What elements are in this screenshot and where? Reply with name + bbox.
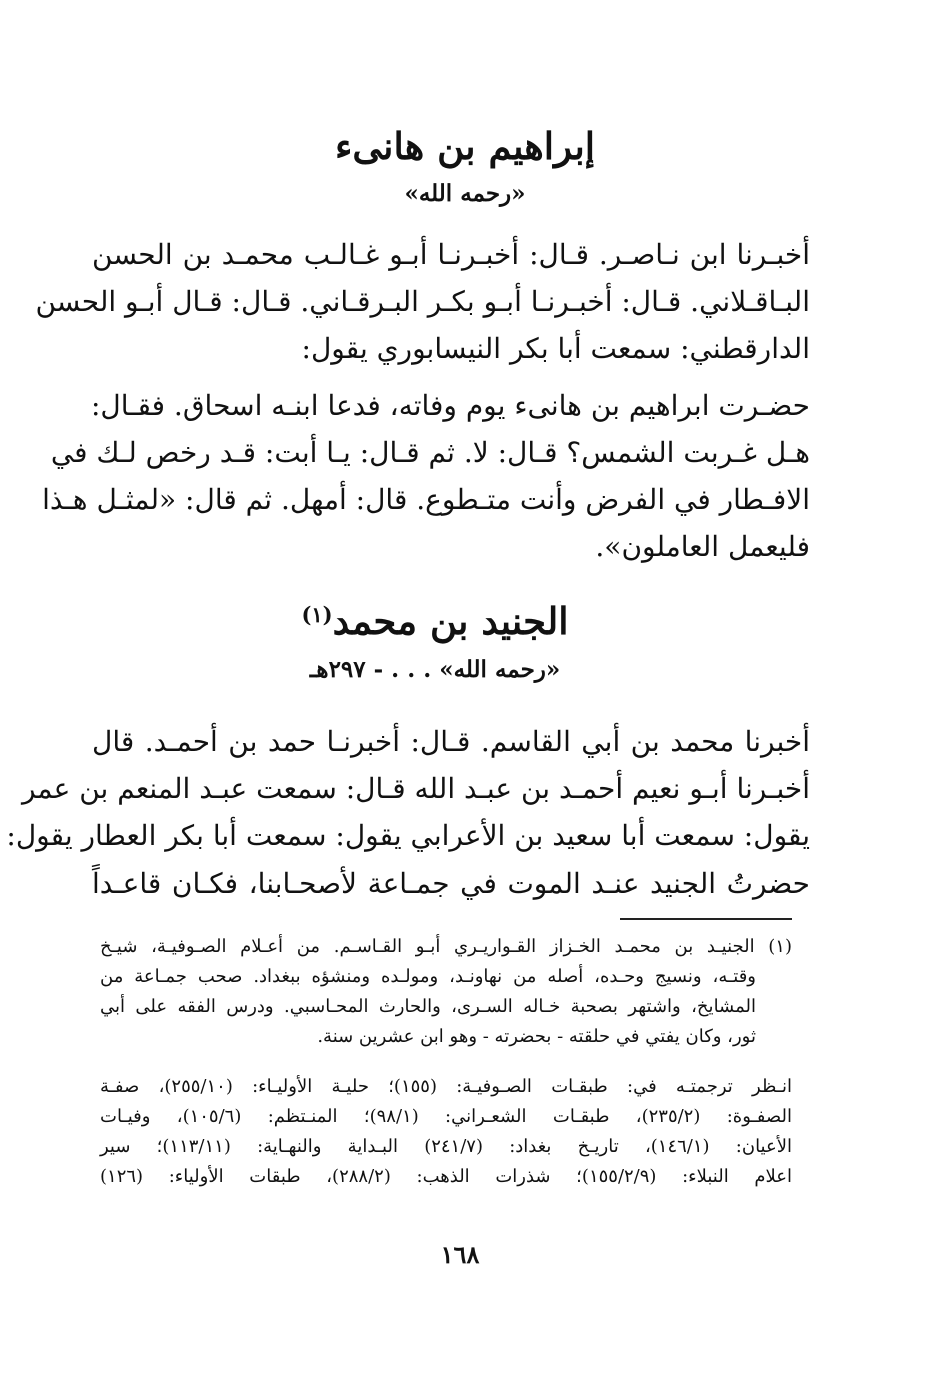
section-title-junayd [200, 597, 670, 645]
text-line: أخبـرنا ابن نـاصـر. قـال: أخبـرنـا أبـو غـالـب محمـد بن الحسن [92, 238, 810, 271]
section-subtitle-junayd: «رحمه الله» . . . - ٢٩٧هـ [309, 656, 561, 683]
footnote-line: وقتـه، ونسيج وحـده، أصله من نهاونـد، ومولـده ومنشؤه ببغداد. صحب جمـاعة من [100, 966, 756, 987]
paragraph-narration-ibrahim [42, 382, 810, 570]
footnote-reference: (١) [301, 602, 333, 627]
text-line: فليعمل العاملون». [595, 530, 810, 563]
footnote-line: الصفـوة: (٢٣٥/٢)، طبقـات الشعـراني: (٩٨/١)؛ المنـتظم: (١٠٥/٦)، وفيـات [100, 1106, 792, 1127]
footnote-line: اعلام النبلاء: (١٥٥/٢/٩)؛ شذرات الذهب: (٢٨٨/٢)، طبقات الأولياء: (١٢٦) [100, 1166, 793, 1187]
footnote-divider [620, 918, 792, 920]
footnote-line: ثور، وكان يفتي في حلقته - بحضرته - وهو ابن عشرين سنة. [317, 1026, 756, 1047]
text-line: البـاقـلاني. قـال: أخبـرنـا أبـو بكـر البـرقـاني. قـال: قـال أبـو الحسن [35, 285, 810, 318]
text-line: الدارقطني: سمعت أبا بكر النيسابوري يقول: [301, 332, 810, 365]
text-line: الافـطار في الفرض وأنت متـطوع. قال: أمهل. ثم قال: «لمثـل هـذا [42, 483, 810, 516]
paragraph-isnad-ibrahim [35, 231, 810, 372]
page-number: ١٦٨ [440, 1240, 480, 1269]
footnote-biography [100, 932, 792, 1052]
section-title-ibrahim: إبراهيم بن هانىء [334, 124, 596, 168]
section-subtitle-ibrahim: «رحمه الله» [404, 180, 526, 207]
text-line: أخبـرنا أبـو نعيم أحمـد بن عبـد الله قـال: سمعت عبـد المنعم بن عمر [21, 772, 810, 805]
paragraph-isnad-junayd [6, 718, 810, 859]
text-line: حضـرت ابراهيم بن هانىء يوم وفاته، فدعا ابنـه اسحاق. فقـال: [90, 389, 810, 422]
footnote-line: الأعيان: (١٤٦/١)، تاريـخ بغداد: (٢٤١/٧) البـداية والنهـاية: (١١٣/١١)؛ سير [100, 1136, 792, 1157]
paragraph-narration-junayd [92, 860, 810, 907]
text-line: هـل غـربت الشمس؟ قـال: لا. ثم قـال: يـا أبت: قـد رخص لـك في [50, 436, 810, 469]
section-title-junayd-text: الجنيد بن محمد [332, 599, 569, 643]
text-line: حضرتُ الجنيد عنـد الموت في جمـاعة لأصحـابنا، فكـان قاعـداً [92, 867, 810, 900]
footnote-sources [100, 1072, 792, 1192]
footnote-line: (١) الجنيـد بن محمـد الخـزاز القـواريـري أبـو القـاسـم. من أعـلام الصـوفيـة، شيـخ [100, 936, 792, 957]
footnote-line: المشايخ، واشتهر بصحبة خـاله السـرى، والحارث المحـاسبي. ودرس الفقه على أبي [100, 996, 756, 1017]
text-line: أخبرنا محمد بن أبي القاسم. قـال: أخبرنـا حمد بن أحمـد. قال [92, 725, 810, 758]
footnote-line: انـظر ترجمتـه في: طبقـات الصـوفيـة: (١٥٥)؛ حليـة الأوليـاء: (٢٥٥/١٠)، صفـة [100, 1076, 792, 1097]
text-line: يقول: سمعت أبا سعيد بن الأعرابي يقول: سمعت أبا بكر العطار يقول: [6, 819, 810, 852]
